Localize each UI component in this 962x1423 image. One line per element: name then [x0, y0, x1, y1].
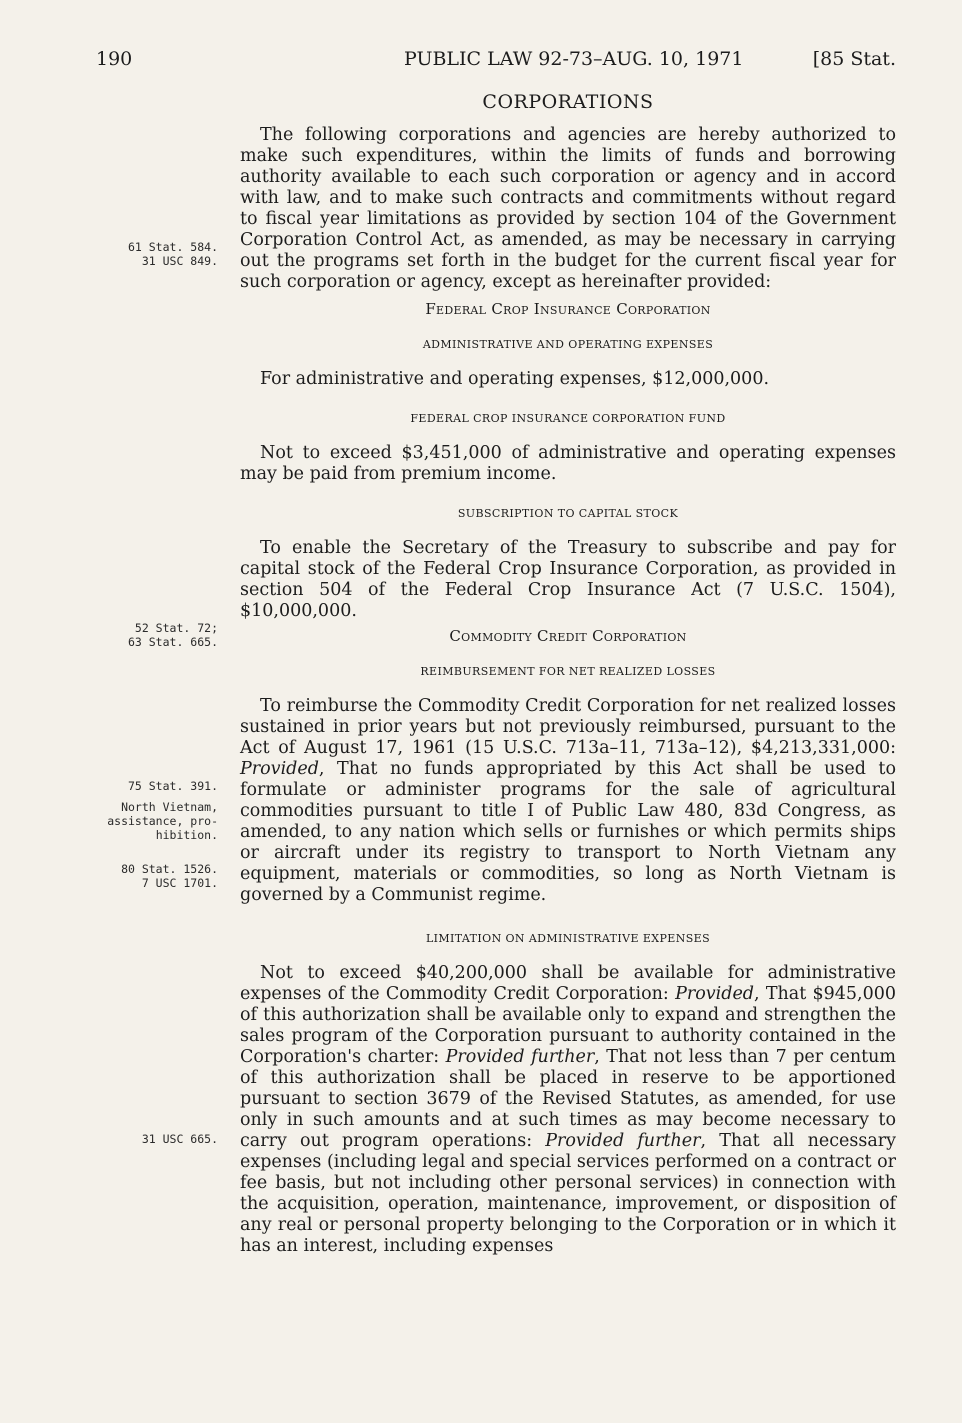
limitation-text-d: , That all necessary expenses (including legal and special services performed on a contract or fee basis, but not including other personal services) in connection with the acquisition, operation, maintenance, improvement, or disposition of any real or personal property belonging to the Corporation or in which it has an interest, including expenses [240, 1131, 897, 1256]
limitation-text-a: Not to exceed $40,200,000 shall be available for administrative expenses of the Commodity Credit Corporation: [240, 963, 896, 1004]
margin-note-north-vietnam: North Vietnam, assistance, pro- hibition. [107, 800, 218, 842]
limitation-text-b: , That $945,000 of this authorization shall be available only to expand and strengthen the sales program of the Corporation pursuant to authority contained in the Corporation's charter: [240, 984, 896, 1067]
fcic-fund-heading: FEDERAL CROP INSURANCE CORPORATION FUND [410, 412, 726, 425]
limitation-provided-further-2: Provided further [545, 1131, 701, 1151]
margin-note-3: 75 Stat. 391. [127, 779, 218, 793]
section-title: CORPORATIONS [482, 91, 654, 113]
reimbursement-provided: Provided [240, 759, 319, 779]
limitation-provided: Provided [675, 984, 754, 1004]
margin-note-1: 61 Stat. 584. 31 USC 849. [127, 240, 218, 268]
limitation-paragraph [240, 963, 896, 1257]
reimbursement-paragraph [240, 696, 896, 906]
reimbursement-heading: REIMBURSEMENT FOR NET REALIZED LOSSES [420, 665, 716, 678]
admin-expenses-paragraph: For administrative and operating expenses, $12,000,000. [260, 369, 770, 389]
running-header [96, 48, 896, 76]
fcic-heading: Federal Crop Insurance Corporation [425, 300, 711, 318]
ccc-heading: Commodity Credit Corporation [449, 627, 687, 645]
running-head: PUBLIC LAW 92-73–AUG. 10, 1971 [404, 48, 744, 70]
document-body [240, 92, 896, 1257]
reimbursement-text-b: , That no funds appropriated by this Act shall be used to formulate or administer programs for the sale of agricultural commodities pursuant to title I of Public Law 480, 83d Congress, as amended, to any nation which sells or furnishes or which permits ships or aircraft under its registry to transport to North Vietnam any equipment, materials or commodities, so long as North Vietnam is governed by a Communist regime. [240, 759, 896, 905]
reimbursement-text-a: To reimburse the Commodity Credit Corporation for net realized losses sustained in prior years but not previously reimbursed, pursuant to the Act of August 17, 1961 (15 U.S.C. 713a–11, 713a–12), $4,213,331,000: [240, 696, 896, 758]
capital-stock-paragraph: To enable the Secretary of the Treasury to subscribe and pay for capital stock of the Federal Crop Insurance Corporation, as provided in section 504 of the Federal Crop Insurance Act (7 U.S.C. 1504), $10,000,000. [240, 538, 896, 621]
limitation-text-c: , That not less than 7 per centum of this authorization shall be placed in reserve to be apportioned pursuant to section 3679 of the Revised Statutes, as amended, for use only in such amounts and at such times as may become necessary to carry out program operations: [240, 1047, 897, 1151]
page-number: 190 [96, 48, 133, 70]
limitation-heading: LIMITATION ON ADMINISTRATIVE EXPENSES [425, 932, 711, 945]
margin-note-2: 52 Stat. 72; 63 Stat. 665. [127, 621, 218, 649]
intro-paragraph: The following corporations and agencies are hereby authorized to make such expenditures, within the limits of funds and borrowing authority available to each such corporation or agency and in accord with law, and to make such contracts and commitments without regard to fiscal year limitations as provided by section 104 of the Government Corporation Control Act, as amended, as may be necessary in carrying out the programs set forth in the budget for the current fiscal year for such corporation or agency, except as hereinafter provided: [240, 125, 896, 292]
margin-note-4: 80 Stat. 1526. 7 USC 1701. [121, 862, 218, 890]
volume-reference: [85 Stat. [812, 48, 896, 70]
margin-note-5: 31 USC 665. [141, 1132, 218, 1146]
capital-stock-heading: SUBSCRIPTION TO CAPITAL STOCK [457, 507, 679, 520]
limitation-provided-further-1: Provided further [445, 1047, 595, 1067]
admin-expenses-heading: ADMINISTRATIVE AND OPERATING EXPENSES [422, 338, 714, 351]
fcic-fund-paragraph: Not to exceed $3,451,000 of administrative and operating expenses may be paid from premium income. [240, 443, 896, 484]
